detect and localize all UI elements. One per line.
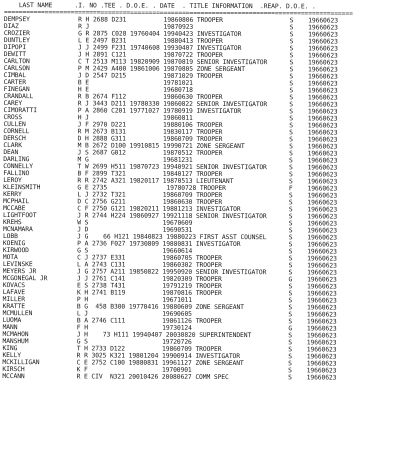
roster-row: CROSS H J 19860811 S 19660623 — [3, 114, 338, 123]
roster-row: KING T H 2733 D122 19860709 TROOPER S 19660623 — [2, 345, 337, 354]
roster-row: LIGHTFOOT J R 2744 H224 19860927 19921118 SENIOR INVESTIGATOR S 19660623 — [3, 212, 338, 221]
roster-rows — [0, 16, 400, 382]
roster-row: CARLTON C T 2513 M113 19820909 19870819 SENIOR INVESTIGATOR S 19660623 — [3, 58, 338, 67]
roster-row: KOENIG P A 2736 F027 19730809 19880831 INVESTIGATOR S 19660623 — [2, 240, 337, 249]
roster-row: CARLSON P M 2429 A400 19861006 19870805 ZONE SERGEANT S 19660623 — [3, 65, 338, 74]
roster-row: MCCABE C F 2750 G121 19820211 19881213 INVESTIGATOR S 19660623 — [3, 205, 338, 214]
roster-row: CIMORATTI P A 2860 C201 19771027 19780919 INVESTIGATOR S 19660623 — [3, 107, 338, 116]
roster-row: CROZIER G R 2875 C028 19760404 19940423 INVESTIGATOR S 19660623 — [3, 30, 338, 39]
roster-row: DUNTLEY L E 2497 B231 19880413 TROOPER S 19660623 — [3, 37, 338, 46]
roster-row: LAFAVE K H 2741 B119 19870816 TROOPER S 19660623 — [2, 289, 337, 298]
roster-row: KOVACS E S 2738 T431 19791219 TROOPER S 19660623 — [2, 282, 337, 291]
roster-row: KELLY R R 3025 K321 19801204 19900914 INVESTIGATOR S 19660623 — [2, 352, 337, 361]
roster-row: CULLEN J F 2970 D221 19880106 TROOPER S 19660623 — [3, 121, 338, 130]
roster-row: FALLINO B F 2899 T321 19840127 TROOPER S 19660623 — [3, 170, 338, 179]
roster-row: KERRY L J 2732 T321 19860709 TROOPER S 19660623 — [3, 191, 338, 200]
roster-row: MEYERS JR J G 2757 A211 19850822 19950920 SENIOR INVESTIGATOR S 19660623 — [2, 268, 337, 277]
roster-row: LOBB J G 66 H121 19840823 19880223 FIRST ASST COUNSEL S 19660623 — [2, 233, 337, 242]
roster-row: CORNELL R M 2673 B131 19830117 TROOPER S 19660623 — [3, 128, 338, 137]
roster-row: KLEINSMITH G E 2735 19780728 TROOPER F 19660623 — [3, 184, 338, 193]
roster-row: FINEGAN H E 19680718 S 19660623 — [3, 86, 338, 95]
roster-row: MOTA C J 2737 E331 19860705 TROOPER S 19660623 — [2, 254, 337, 263]
roster-row: MCPHAIL D C 2756 G211 19860630 TROOPER S 19660623 — [3, 198, 338, 207]
roster-row: LEROY R R 2742 A321 19820117 19870513 LIEUTENANT S 19660623 — [3, 177, 338, 186]
roster-row: MCGONEGAL JR J J 2761 C141 19820309 TROOPER G 19660623 — [2, 275, 337, 284]
roster-row: KIRWOOD G S 19660614 S 19660623 — [2, 247, 337, 256]
roster-row: MANN F H 19730124 G 19660623 — [2, 324, 337, 333]
roster-row: MANSHUM G S 19720726 S 19660623 — [2, 338, 337, 347]
roster-row: CIMBAL J D 2547 D215 19871029 TROOPER S 19660623 — [3, 72, 338, 81]
roster-row: DARLING M G 19681231 S 19660623 — [3, 156, 338, 165]
roster-row: CLARK M B 2672 D100 19910815 19990721 ZONE SERGEANT S 19660623 — [3, 142, 338, 151]
roster-row: CARTER B E 19781021 S 19660623 — [3, 79, 338, 88]
roster-row: MCKILLIGAN C E 2752 C100 19880831 19961127 ZONE SERGEANT S 19660623 — [2, 359, 337, 368]
header-separator: ============================================================================================== — [3, 9, 353, 18]
roster-row: LUOMA B A 2746 C111 19861126 TROOPER S 19660623 — [2, 317, 337, 326]
roster-row: CAREY R J 3443 D211 19780330 19860822 SENIOR INVESTIGATOR S 19660623 — [3, 100, 338, 109]
roster-row: MCCANN R E CIV N321 20010426 20080627 COMM SPEC S 19660623 — [2, 373, 337, 382]
roster-row: DERSCH D H 2888 G311 19860709 TROOPER S 19660623 — [3, 135, 338, 144]
column-header: LAST NAME .I. NO .TEE . D.O.E. . DATE . TITLE INFORMATION .REAP. D.O.E. . — [3, 2, 316, 11]
roster-row: MCNAMARA J D 19690531 S 19660623 — [2, 226, 338, 235]
roster-row: LEVINSKE L A 2743 C131 19860302 TROOPER S 19660623 — [2, 261, 337, 270]
roster-row: CONNELLY T W 2699 H511 19870723 19940921 SENIOR INVESTIGATOR S 19660623 — [3, 163, 338, 172]
roster-row: KIRSCH K F 19700901 S 19660623 — [2, 366, 337, 375]
roster-row: MCMAHON J H 73 H111 19940407 20030820 SUPERINTENDENT S 19660623 — [2, 331, 337, 340]
roster-row: KRATTE B G 458 B300 19770416 19880609 ZONE SERGEANT S 19660623 — [2, 303, 337, 312]
roster-row: DEWITT J H 2891 C121 19870722 TROOPER S 19660623 — [3, 51, 338, 60]
roster-row: DEMPSEY R H 2688 D231 19860806 TROOPER S 19660623 — [3, 16, 338, 25]
roster-row: DEAN J S 2687 G012 19870512 TROOPER S 19660623 — [3, 149, 338, 158]
roster-row: DIAZ R J 19870923 S 19660623 — [3, 23, 338, 32]
roster-row: DIPOPI J J 2499 F231 19740608 19930407 INVESTIGATOR S 19660623 — [3, 44, 338, 53]
roster-row: CRANDALL R B 2674 F112 19860630 TROOPER S 19660623 — [3, 93, 338, 102]
roster-row: MILLER P H 19671011 S 19660623 — [2, 296, 337, 305]
roster-row: KREHS W S 19670609 S 19660623 — [3, 219, 338, 228]
roster-row: MCMULLEN L J 19690605 S 19660623 — [2, 310, 337, 319]
